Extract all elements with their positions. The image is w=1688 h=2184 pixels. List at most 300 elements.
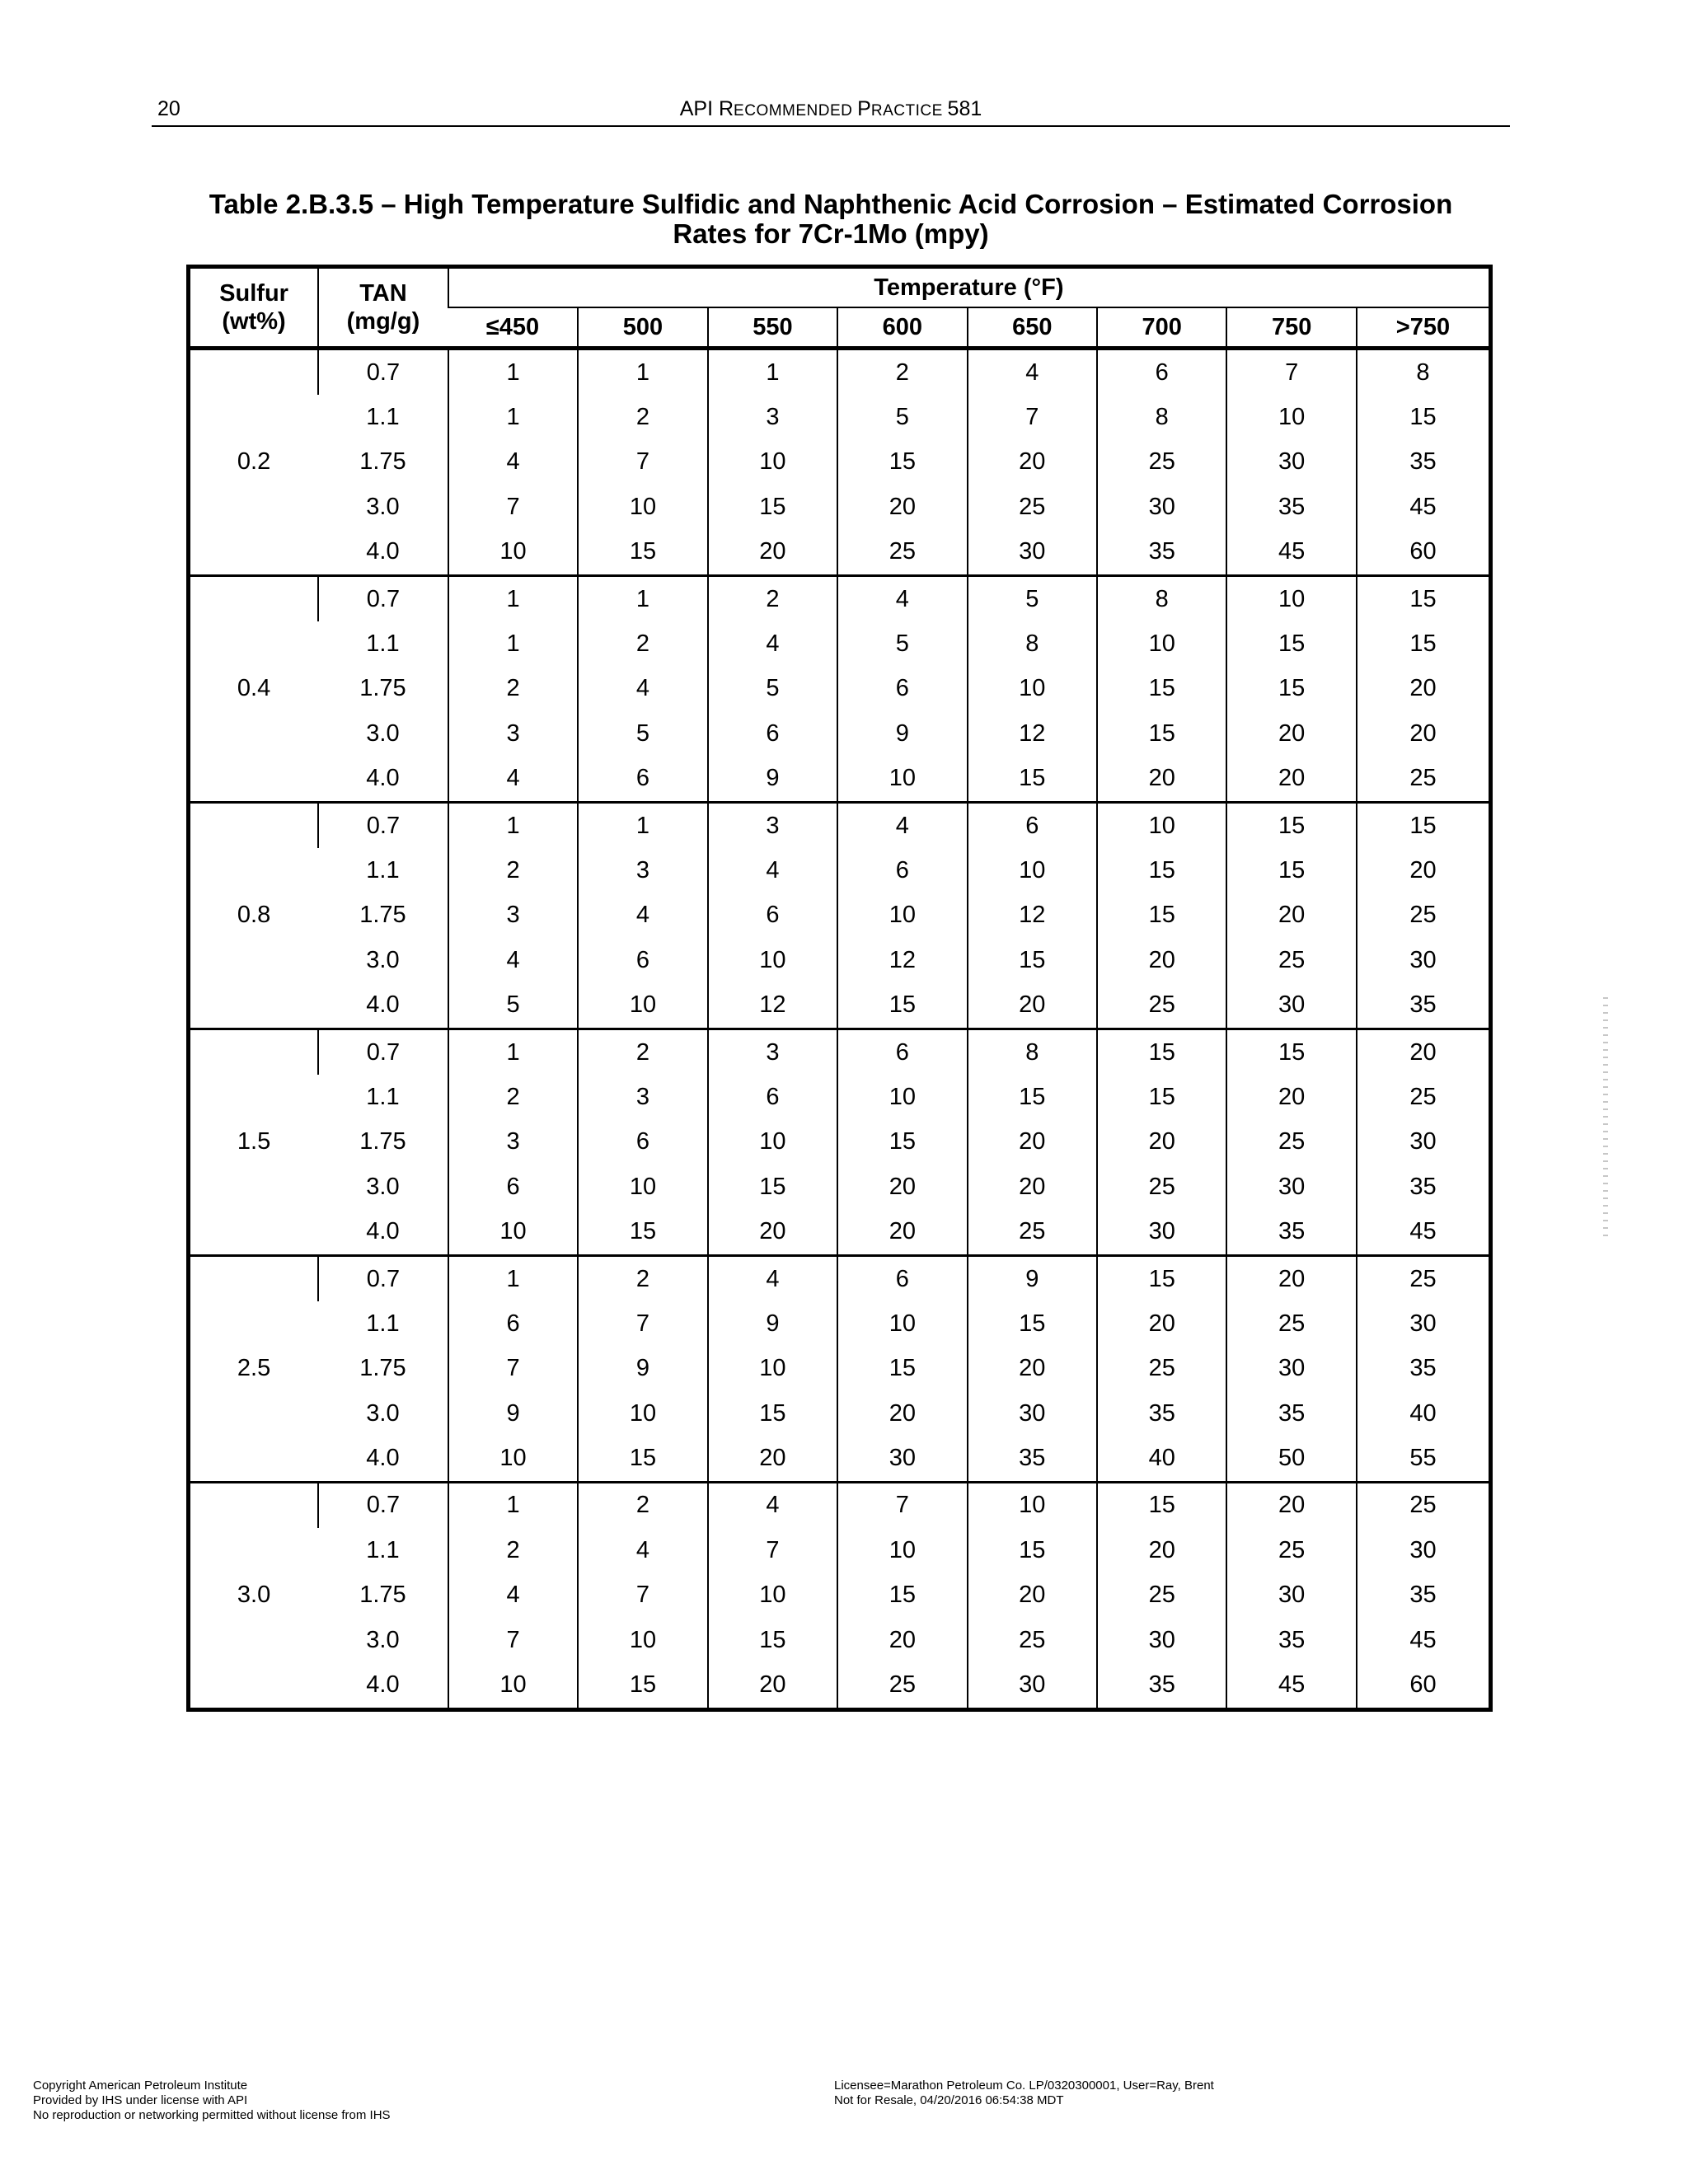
rate-cell: 20 — [1097, 938, 1226, 982]
rate-cell: 4 — [448, 938, 579, 982]
rate-cell: 35 — [1097, 530, 1226, 576]
rate-cell: 25 — [968, 485, 1097, 529]
rate-cell: 25 — [1357, 1482, 1491, 1528]
rate-cell: 1 — [578, 802, 707, 848]
table-row — [189, 1075, 1491, 1119]
rate-cell: 20 — [1097, 757, 1226, 803]
running-title-part: R — [718, 97, 734, 120]
rate-cell: 4 — [448, 1573, 579, 1618]
tan-column-header — [318, 267, 448, 349]
table-row — [189, 1662, 1491, 1709]
sulfur-cell: 1.5 — [189, 1029, 319, 1255]
rate-cell: 15 — [578, 1209, 707, 1255]
rate-cell: 10 — [837, 757, 967, 803]
rate-cell: 30 — [1357, 938, 1491, 982]
rate-cell: 7 — [968, 395, 1097, 439]
rate-cell: 60 — [1357, 530, 1491, 576]
rate-cell: 35 — [1357, 1347, 1491, 1391]
rate-cell: 15 — [578, 530, 707, 576]
rate-cell: 40 — [1097, 1436, 1226, 1482]
tan-cell: 4.0 — [366, 1671, 400, 1699]
table-row — [189, 848, 1491, 893]
table-row — [189, 440, 1491, 485]
rate-cell: 20 — [968, 1347, 1097, 1391]
rate-cell: 6 — [708, 893, 837, 938]
footer-provider: Provided by IHS under license with API — [33, 2093, 248, 2107]
rate-cell: 2 — [448, 667, 579, 711]
tan-cell: 1.1 — [366, 630, 400, 658]
rate-cell: 25 — [1097, 1165, 1226, 1209]
rate-cell: 4 — [448, 757, 579, 803]
rate-cell: 10 — [968, 848, 1097, 893]
rate-cell: 10 — [708, 938, 837, 982]
rate-cell: 30 — [1097, 1618, 1226, 1662]
sulfur-header-line-1: Sulfur — [219, 280, 288, 307]
rate-cell: 2 — [448, 1075, 579, 1119]
tan-cell: 1.75 — [359, 1582, 406, 1609]
rate-cell: 1 — [448, 1255, 579, 1301]
rate-cell: 35 — [1097, 1662, 1226, 1709]
rate-cell: 4 — [578, 1528, 707, 1572]
rate-cell: 10 — [578, 1391, 707, 1436]
rate-cell: 12 — [708, 982, 837, 1029]
tan-cell: 4.0 — [366, 991, 400, 1019]
rate-cell: 10 — [708, 1347, 837, 1391]
rate-cell: 7 — [578, 440, 707, 485]
rate-cell: 30 — [837, 1436, 967, 1482]
rate-cell: 1 — [448, 349, 579, 396]
rate-cell: 25 — [1357, 893, 1491, 938]
rate-cell: 20 — [1226, 1255, 1356, 1301]
rate-cell: 15 — [968, 1075, 1097, 1119]
rate-cell: 10 — [578, 1165, 707, 1209]
rate-cell: 1 — [448, 1482, 579, 1528]
tan-header-line-1: TAN — [359, 280, 407, 307]
rate-cell: 15 — [968, 1301, 1097, 1346]
rate-cell: 30 — [1226, 1347, 1356, 1391]
table-row — [189, 349, 1491, 396]
rate-cell: 10 — [448, 530, 579, 576]
table-row — [189, 938, 1491, 982]
footer-left — [33, 2079, 391, 2123]
rate-cell: 4 — [837, 802, 967, 848]
rate-cell: 7 — [837, 1482, 967, 1528]
rate-cell: 30 — [1357, 1301, 1491, 1346]
page-number: 20 — [157, 97, 181, 120]
rate-cell: 7 — [1226, 349, 1356, 396]
table-row — [189, 530, 1491, 576]
rate-cell: 30 — [1097, 1209, 1226, 1255]
rate-cell: 4 — [708, 621, 837, 666]
rate-cell: 7 — [708, 1528, 837, 1572]
rate-cell: 8 — [1357, 349, 1491, 396]
rate-cell: 6 — [578, 757, 707, 803]
temperature-header: 750 — [1226, 307, 1356, 349]
tan-cell: 0.7 — [318, 1029, 448, 1075]
rate-cell: 20 — [1226, 757, 1356, 803]
table-row — [189, 1436, 1491, 1482]
rate-cell: 30 — [1226, 1573, 1356, 1618]
rate-cell: 2 — [578, 1029, 707, 1075]
rate-cell: 1 — [578, 349, 707, 396]
rate-cell: 10 — [837, 893, 967, 938]
table-row — [189, 1120, 1491, 1165]
rate-cell: 10 — [968, 1482, 1097, 1528]
rate-cell: 30 — [968, 1391, 1097, 1436]
tan-cell: 4.0 — [366, 1445, 400, 1472]
rate-cell: 30 — [1357, 1528, 1491, 1572]
rate-cell: 25 — [837, 1662, 967, 1709]
footer-licensee: Licensee=Marathon Petroleum Co. LP/0320300001, User=Ray, Brent — [834, 2079, 1214, 2093]
rate-cell: 25 — [1357, 1075, 1491, 1119]
sulfur-column-header — [189, 267, 319, 349]
rate-cell: 8 — [1097, 575, 1226, 621]
footer-notice: No reproduction or networking permitted without license from IHS — [33, 2108, 391, 2122]
footer-copyright: Copyright American Petroleum Institute — [33, 2079, 248, 2093]
rate-cell: 3 — [448, 1120, 579, 1165]
temperature-header: 600 — [837, 307, 967, 349]
rate-cell: 55 — [1357, 1436, 1491, 1482]
rate-cell: 10 — [837, 1075, 967, 1119]
table-row — [189, 1482, 1491, 1528]
rate-cell: 35 — [1357, 1573, 1491, 1618]
table-title-line-1: Table 2.B.3.5 – High Temperature Sulfidic and Naphthenic Acid Corrosion – Estimated Corrosion — [209, 189, 1453, 219]
rate-cell: 20 — [708, 1209, 837, 1255]
temperature-header: 700 — [1097, 307, 1226, 349]
rate-cell: 10 — [1226, 395, 1356, 439]
rate-cell: 15 — [708, 1165, 837, 1209]
rate-cell: 10 — [448, 1436, 579, 1482]
rate-cell: 7 — [448, 485, 579, 529]
running-title-part: ECOMMENDED — [734, 102, 858, 120]
rate-cell: 12 — [968, 711, 1097, 756]
rate-cell: 8 — [1097, 395, 1226, 439]
rate-cell: 20 — [708, 1662, 837, 1709]
rate-cell: 15 — [708, 1391, 837, 1436]
table-title — [152, 190, 1510, 249]
rate-cell: 6 — [578, 938, 707, 982]
rate-cell: 20 — [837, 1165, 967, 1209]
rate-cell: 7 — [448, 1347, 579, 1391]
rate-cell: 20 — [837, 1391, 967, 1436]
running-title-part: API — [679, 97, 719, 120]
rate-cell: 10 — [1097, 621, 1226, 666]
rate-cell: 6 — [968, 802, 1097, 848]
rate-cell: 9 — [708, 1301, 837, 1346]
rate-cell: 6 — [448, 1165, 579, 1209]
rate-cell: 25 — [1226, 1528, 1356, 1572]
rate-cell: 15 — [1097, 1029, 1226, 1075]
table-row — [189, 1165, 1491, 1209]
table-row — [189, 1301, 1491, 1346]
corrosion-rate-table — [186, 265, 1493, 1712]
tan-cell: 1.75 — [359, 1355, 406, 1382]
rate-cell: 20 — [708, 1436, 837, 1482]
rate-cell: 3 — [708, 802, 837, 848]
rate-cell: 10 — [1097, 802, 1226, 848]
rate-cell: 15 — [1226, 802, 1356, 848]
rate-cell: 15 — [1097, 1075, 1226, 1119]
table-row — [189, 711, 1491, 756]
rate-cell: 2 — [448, 848, 579, 893]
footer-right — [834, 2079, 1214, 2108]
rate-cell: 1 — [708, 349, 837, 396]
rate-cell: 2 — [578, 395, 707, 439]
rate-cell: 25 — [1097, 440, 1226, 485]
tan-cell: 1.1 — [366, 1310, 400, 1337]
tan-cell: 3.0 — [366, 1399, 400, 1427]
rate-cell: 5 — [448, 982, 579, 1029]
rate-cell: 25 — [1357, 1255, 1491, 1301]
rate-cell: 25 — [1357, 757, 1491, 803]
sulfur-cell: 0.8 — [189, 802, 319, 1029]
rate-cell: 10 — [968, 667, 1097, 711]
rate-cell: 6 — [448, 1301, 579, 1346]
rate-cell: 50 — [1226, 1436, 1356, 1482]
rate-cell: 4 — [708, 1482, 837, 1528]
rate-cell: 12 — [968, 893, 1097, 938]
rate-cell: 10 — [837, 1528, 967, 1572]
table-row — [189, 621, 1491, 666]
tan-cell: 3.0 — [366, 493, 400, 520]
rate-cell: 15 — [1097, 893, 1226, 938]
rate-cell: 1 — [448, 575, 579, 621]
rate-cell: 35 — [1226, 1391, 1356, 1436]
rate-cell: 20 — [968, 1120, 1097, 1165]
running-title-part: P — [857, 97, 871, 120]
rate-cell: 10 — [578, 485, 707, 529]
rate-cell: 20 — [1226, 1482, 1356, 1528]
temperature-header: 650 — [968, 307, 1097, 349]
rate-cell: 30 — [1226, 1165, 1356, 1209]
rate-cell: 10 — [708, 1120, 837, 1165]
temperature-header: 550 — [708, 307, 837, 349]
sulfur-header-line-2: (wt%) — [222, 308, 286, 335]
rate-cell: 2 — [448, 1528, 579, 1572]
rate-cell: 15 — [1226, 1029, 1356, 1075]
rate-cell: 15 — [1357, 802, 1491, 848]
rate-cell: 9 — [837, 711, 967, 756]
rate-cell: 6 — [708, 1075, 837, 1119]
rate-cell: 2 — [578, 1482, 707, 1528]
table-row — [189, 1209, 1491, 1255]
rate-cell: 45 — [1357, 1618, 1491, 1662]
rate-cell: 25 — [1097, 1347, 1226, 1391]
rate-cell: 6 — [837, 667, 967, 711]
rate-cell: 20 — [968, 1573, 1097, 1618]
rate-cell: 20 — [1097, 1301, 1226, 1346]
sulfur-cell: 0.4 — [189, 575, 319, 802]
rate-cell: 3 — [708, 395, 837, 439]
tan-cell: 0.7 — [318, 1255, 448, 1301]
rate-cell: 4 — [578, 667, 707, 711]
rate-cell: 30 — [1226, 440, 1356, 485]
rate-cell: 15 — [708, 485, 837, 529]
table-row — [189, 667, 1491, 711]
rate-cell: 25 — [968, 1618, 1097, 1662]
rate-cell: 15 — [1226, 621, 1356, 666]
table-row — [189, 1391, 1491, 1436]
rate-cell: 4 — [448, 440, 579, 485]
rate-cell: 3 — [578, 848, 707, 893]
rate-cell: 45 — [1226, 530, 1356, 576]
rate-cell: 6 — [578, 1120, 707, 1165]
table-row — [189, 485, 1491, 529]
temperature-header: ≤450 — [448, 307, 579, 349]
rate-cell: 25 — [1097, 982, 1226, 1029]
tan-cell: 1.1 — [366, 1536, 400, 1563]
tan-cell: 3.0 — [366, 946, 400, 973]
rate-cell: 30 — [1357, 1120, 1491, 1165]
rate-cell: 20 — [968, 1165, 1097, 1209]
rate-cell: 15 — [837, 440, 967, 485]
rate-cell: 4 — [708, 1255, 837, 1301]
rate-cell: 3 — [448, 893, 579, 938]
rate-cell: 30 — [1097, 485, 1226, 529]
rate-cell: 10 — [578, 1618, 707, 1662]
table-row — [189, 1573, 1491, 1618]
rate-cell: 15 — [837, 982, 967, 1029]
tan-cell: 1.75 — [359, 675, 406, 702]
rate-cell: 20 — [968, 440, 1097, 485]
rate-cell: 9 — [968, 1255, 1097, 1301]
rate-cell: 2 — [708, 575, 837, 621]
rate-cell: 10 — [708, 440, 837, 485]
rate-cell: 20 — [968, 982, 1097, 1029]
rate-cell: 1 — [448, 395, 579, 439]
tan-cell: 4.0 — [366, 765, 400, 792]
rate-cell: 30 — [968, 1662, 1097, 1709]
rate-cell: 4 — [837, 575, 967, 621]
tan-cell: 0.7 — [318, 349, 448, 396]
rate-cell: 35 — [968, 1436, 1097, 1482]
rate-cell: 30 — [1226, 982, 1356, 1029]
rate-cell: 4 — [578, 893, 707, 938]
rate-cell: 20 — [1357, 711, 1491, 756]
sulfur-cell: 0.2 — [189, 349, 319, 576]
table-row — [189, 802, 1491, 848]
rate-cell: 7 — [448, 1618, 579, 1662]
rate-cell: 15 — [1097, 848, 1226, 893]
page-header — [152, 89, 1510, 127]
rate-cell: 35 — [1357, 982, 1491, 1029]
tan-cell: 1.1 — [366, 1083, 400, 1110]
rate-cell: 15 — [837, 1573, 967, 1618]
tan-cell: 1.1 — [366, 404, 400, 431]
rate-cell: 12 — [837, 938, 967, 982]
rate-cell: 45 — [1226, 1662, 1356, 1709]
tan-cell: 1.75 — [359, 902, 406, 929]
rate-cell: 7 — [578, 1301, 707, 1346]
tan-cell: 1.75 — [359, 448, 406, 476]
rate-cell: 20 — [1226, 893, 1356, 938]
rate-cell: 20 — [837, 1209, 967, 1255]
tan-cell: 3.0 — [366, 719, 400, 747]
rate-cell: 3 — [448, 711, 579, 756]
tan-cell: 4.0 — [366, 1218, 400, 1245]
rate-cell: 20 — [1357, 1029, 1491, 1075]
rate-cell: 10 — [448, 1209, 579, 1255]
rate-cell: 40 — [1357, 1391, 1491, 1436]
rate-cell: 25 — [1226, 1301, 1356, 1346]
rate-cell: 15 — [837, 1347, 967, 1391]
rate-cell: 20 — [708, 530, 837, 576]
rate-cell: 20 — [1357, 848, 1491, 893]
rate-cell: 15 — [1097, 667, 1226, 711]
rate-cell: 4 — [968, 349, 1097, 396]
rate-cell: 15 — [968, 757, 1097, 803]
rate-cell: 25 — [1097, 1573, 1226, 1618]
running-title-part: RACTICE — [870, 102, 948, 120]
footer-resale: Not for Resale, 04/20/2016 06:54:38 MDT — [834, 2093, 1064, 2107]
rate-cell: 45 — [1357, 1209, 1491, 1255]
table-row — [189, 1528, 1491, 1572]
table-row — [189, 893, 1491, 938]
rate-cell: 35 — [1097, 1391, 1226, 1436]
rate-cell: 20 — [1097, 1120, 1226, 1165]
table-row — [189, 395, 1491, 439]
rate-cell: 35 — [1226, 1618, 1356, 1662]
tan-cell: 1.1 — [366, 856, 400, 883]
table-row — [189, 1255, 1491, 1301]
rate-cell: 35 — [1357, 440, 1491, 485]
table-row — [189, 982, 1491, 1029]
rate-cell: 15 — [968, 938, 1097, 982]
rate-cell: 2 — [837, 349, 967, 396]
tan-cell: 0.7 — [318, 1482, 448, 1528]
tan-cell: 3.0 — [366, 1173, 400, 1200]
rate-cell: 20 — [1357, 667, 1491, 711]
tan-cell: 4.0 — [366, 538, 400, 565]
rate-cell: 25 — [1226, 1120, 1356, 1165]
rate-cell: 1 — [578, 575, 707, 621]
rate-cell: 20 — [1226, 1075, 1356, 1119]
rate-cell: 30 — [968, 530, 1097, 576]
tan-header-line-2: (mg/g) — [346, 308, 420, 335]
rate-cell: 10 — [708, 1573, 837, 1618]
rate-cell: 35 — [1357, 1165, 1491, 1209]
rate-cell: 9 — [708, 757, 837, 803]
rate-cell: 6 — [1097, 349, 1226, 396]
margin-marks — [1603, 997, 1608, 1236]
rate-cell: 15 — [578, 1436, 707, 1482]
running-title — [152, 97, 1510, 121]
rate-cell: 2 — [578, 621, 707, 666]
rate-cell: 5 — [837, 395, 967, 439]
rate-cell: 15 — [1097, 1482, 1226, 1528]
rate-cell: 10 — [837, 1301, 967, 1346]
rate-cell: 5 — [968, 575, 1097, 621]
rate-cell: 45 — [1357, 485, 1491, 529]
rate-cell: 9 — [578, 1347, 707, 1391]
table-row — [189, 757, 1491, 803]
sulfur-cell: 2.5 — [189, 1255, 319, 1482]
table-row — [189, 1347, 1491, 1391]
rate-cell: 15 — [1357, 575, 1491, 621]
rate-cell: 15 — [968, 1528, 1097, 1572]
rate-cell: 7 — [578, 1573, 707, 1618]
tan-cell: 0.7 — [318, 802, 448, 848]
rate-cell: 15 — [1226, 667, 1356, 711]
tan-cell: 0.7 — [318, 575, 448, 621]
rate-cell: 25 — [1226, 938, 1356, 982]
rate-cell: 4 — [708, 848, 837, 893]
rate-cell: 6 — [837, 1029, 967, 1075]
rate-cell: 9 — [448, 1391, 579, 1436]
rate-cell: 15 — [1226, 848, 1356, 893]
rate-cell: 60 — [1357, 1662, 1491, 1709]
rate-cell: 3 — [578, 1075, 707, 1119]
